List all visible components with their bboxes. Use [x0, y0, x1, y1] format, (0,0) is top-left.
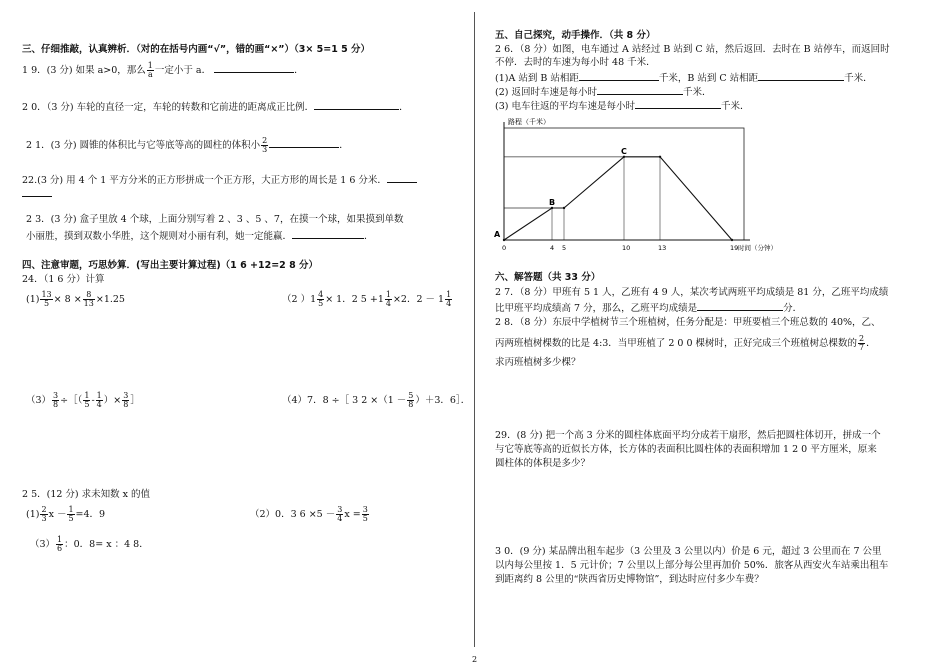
question-26-part-3: (3) 电车往返的平均车速是每小时 千米．: [495, 101, 750, 112]
distance-time-chart: [488, 116, 777, 264]
column-divider: [474, 12, 475, 647]
question-26-line-1: 2 6．（8 分）如图，电车通过 A 站经过 B 站到 C 站，然后返回．去时在 B 站停车，而返回时: [495, 44, 890, 55]
question-23-line-1: 2 3．(3 分) 盒子里放 4 个球，上面分别写着 2 、3 、5 、7，在摸一个球，如果摸到单数: [26, 214, 404, 225]
data-point: [551, 207, 553, 209]
expr-24-1: (1) $\frac{13}{5}$ × 8 × $\frac{8}{13}$ ×1.25: [26, 290, 125, 308]
data-point: [623, 156, 625, 158]
data-point: [659, 156, 661, 158]
section-5-title: 五、自己探究，动手操作．（共 8 分）: [495, 30, 656, 41]
question-26-part-2: (2) 返回时车速是每小时 千米．: [495, 87, 712, 98]
expr-25-2: （2）0．3 6 ×5 － $\frac{3}{4}$ x = $\frac{3}{5}$: [250, 505, 368, 523]
answer-blank[interactable]: [314, 100, 399, 110]
answer-blank[interactable]: [635, 99, 721, 109]
series-line: [504, 157, 732, 240]
data-point: [731, 239, 733, 241]
x-tick-label: 4: [550, 244, 555, 252]
question-25-head: 2 5．(12 分) 求未知数 x 的值: [22, 489, 151, 500]
question-21: 2 1．(3 分) 圆锥的体积比与它等底等高的圆柱的体积小 $\frac{2}{3}$ ．: [26, 136, 349, 154]
question-28-line-2: 丙两班植树棵数的比是 4:3．当甲班植了 2 0 0 棵树时，正好完成三个班植树总棵数的 $\frac{2}{7}$ ．: [495, 334, 876, 352]
question-20: 2 0．（3 分) 车轮的直径一定，车轮的转数和它前进的距离成正比例． ．: [22, 102, 409, 113]
point-label: A: [494, 230, 501, 239]
question-29-line-3: 圆柱体的体积是多少？: [495, 458, 591, 469]
answer-blank[interactable]: [697, 301, 783, 311]
question-19: 1 9．(3 分) 如果 a>0，那么 $\frac{1}{a}$ 一定小于 a． ．: [22, 61, 304, 79]
question-23-line-2: 小丽胜，摸到双数小华胜，这个规则对小丽有利，她一定能赢． ．: [26, 231, 374, 242]
section-6-title: 六、解答题（共 33 分）: [495, 272, 601, 283]
data-point: [563, 207, 565, 209]
x-axis-label: 时间（分钟）: [738, 244, 777, 252]
question-27-line-1: 2 7．（8 分）甲班有 5 1 人，乙班有 4 9 人，某次考试两班平均成绩是 81 分，乙班平均成绩: [495, 287, 889, 298]
question-26-part-1: (1)A 站到 B 站相距 千米，B 站到 C 站相距 千米．: [495, 73, 873, 84]
chart-axes: [504, 122, 750, 240]
chart-series: [503, 156, 733, 242]
answer-blank[interactable]: [387, 173, 417, 183]
answer-blank[interactable]: [292, 229, 364, 239]
expr-25-1: (1) $\frac{2}{3}$ x － $\frac{1}{5}$ =4．9: [26, 505, 106, 523]
answer-blank[interactable]: [758, 71, 844, 81]
question-28-line-3: 求丙班植树多少棵？: [495, 357, 581, 368]
x-tick-label: 5: [562, 244, 567, 252]
question-29-line-2: 与它等底等高的近似长方体，长方体的表面积比圆柱体的表面积增加 1 2 0 平方厘米，原来: [495, 444, 877, 455]
expr-24-3: （3） $\frac{3}{8}$ ÷［（ $\frac{1}{5}$ - $\frac{1}{4}$ ）× $\frac{3}{8}$ ］: [26, 391, 140, 409]
chart-grid: [504, 128, 744, 240]
page-number: 2: [472, 655, 478, 664]
section-3-title: 三、仔细推敲，认真辨析．（对的在括号内画“√”，错的画“×”）（3× 5=1 5 分）: [22, 44, 371, 55]
x-tick-label: 13: [658, 244, 667, 252]
point-label: C: [621, 146, 627, 156]
x-tick-label: 10: [622, 244, 631, 252]
question-29-line-1: 29．(8 分) 把一个高 3 分米的圆柱体底面平均分成若干扇形，然后把圆柱体切开，拼成一个: [495, 430, 881, 441]
question-27-line-2: 比甲班平均成绩高 7 分，那么，乙班平均成绩是 分．: [495, 303, 803, 314]
question-22: 22.(3 分) 用 4 个 1 平方分米的正方形拼成一个正方形，大正方形的周长是 1 6 分米．: [22, 173, 417, 187]
x-tick-label: 0: [502, 244, 507, 252]
answer-blank[interactable]: [214, 63, 294, 73]
data-point: [503, 239, 505, 241]
answer-blank[interactable]: [22, 187, 52, 197]
section-4-title: 四、注意审题，巧思妙算．(写出主要计算过程)（1 6 +12=2 8 分）: [22, 260, 318, 271]
y-axis-label: 路程（千米）: [508, 118, 550, 126]
question-30-line-3: 到距离约 8 公里的“陕西省历史博物馆”，到达时应付多少车费？: [495, 574, 764, 585]
question-30-line-2: 以内每公里按 1．5 元计价；7 公里以上部分每公里再加价 50%．旅客从西安火车站乘出租车: [495, 560, 889, 571]
question-24-head: 24．（1 6 分）计算: [22, 274, 105, 285]
answer-blank[interactable]: [269, 138, 339, 148]
point-label: B: [549, 198, 556, 207]
expr-25-3: （3） $\frac{1}{6}$ ：0．8= x ：4 8．: [30, 535, 149, 553]
answer-blank[interactable]: [597, 85, 683, 95]
question-26-line-2: 不停．去时的车速为每小时 48 千米．: [495, 57, 656, 68]
expr-24-4: （4）7．8 ÷［ 3 2 ×（1 － $\frac{5}{8}$ ）＋3．6］．: [282, 391, 471, 409]
expr-24-2: （2 ）1 $\frac{4}{5}$ × 1．2 5 +1 $\frac{1}{4}$ ×2．2 － 1 $\frac{1}{4}$: [282, 290, 452, 308]
question-28-line-1: 2 8．（8 分）东辰中学植树节三个班植树，任务分配是：甲班要植三个班总数的 40%，乙、: [495, 317, 881, 328]
x-tick-label: 19: [730, 244, 739, 252]
answer-blank[interactable]: [579, 71, 659, 81]
chart-labels: [494, 117, 777, 252]
question-30-line-1: 3 0．(9 分) 某品牌出租车起步（3 公里及 3 公里以内）价是 6 元，超过 3 公里而在 7 公里: [495, 546, 882, 557]
